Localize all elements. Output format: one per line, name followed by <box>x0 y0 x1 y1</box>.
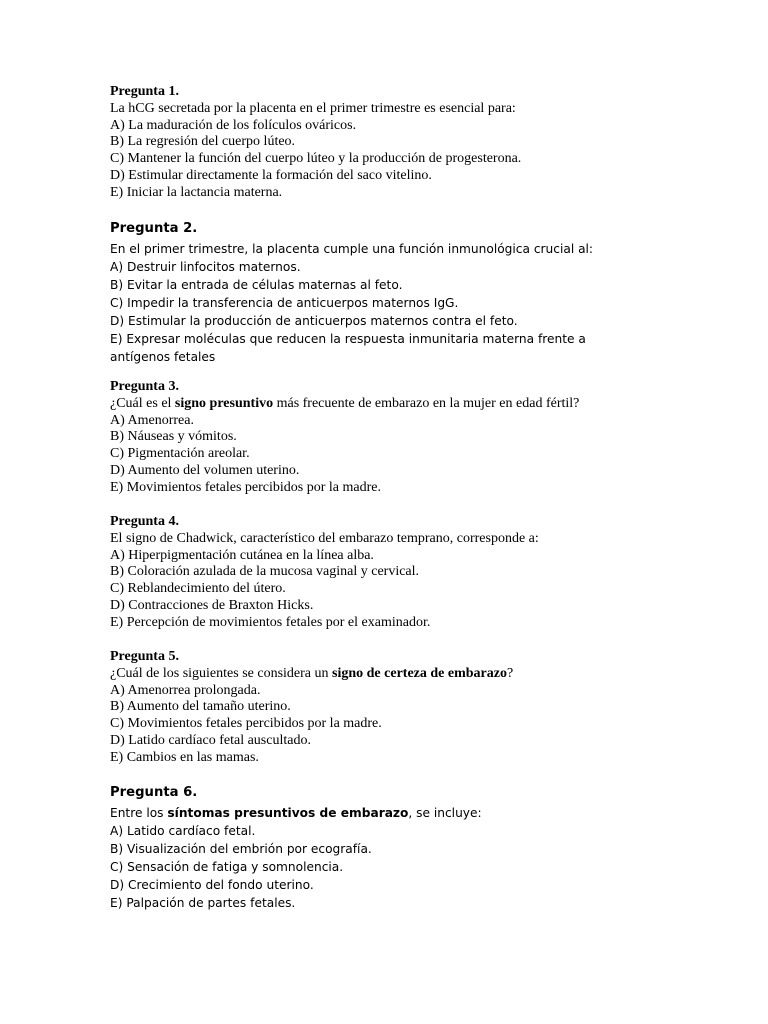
option-b: B) Aumento del tamaño uterino. <box>110 699 291 715</box>
option-e: E) Palpación de partes fetales. <box>110 896 296 910</box>
question-stem: En el primer trimestre, la placenta cumple una función inmunológica crucial al: <box>110 242 594 256</box>
stem-bold: signo presuntivo <box>174 395 274 411</box>
option-d: D) Estimular directamente la formación del saco vitelino. <box>110 167 432 183</box>
option-c: C) Mantener la función del cuerpo lúteo y la producción de progesterona. <box>110 151 522 167</box>
question-title: Pregunta 6. <box>110 785 198 800</box>
option-a: A) Amenorrea prolongada. <box>110 682 261 698</box>
question-stem: El signo de Chadwick, característico del embarazo temprano, corresponde a: <box>110 530 539 546</box>
option-a: A) Amenorrea. <box>110 412 194 428</box>
stem-before: ¿Cuál es el <box>110 395 175 411</box>
question-2 <box>110 220 710 366</box>
question-title: Pregunta 4. <box>110 514 179 529</box>
stem-bold: síntomas presuntivos de embarazo <box>167 806 409 820</box>
stem-before: ¿Cuál de los siguientes se considera un <box>110 665 333 681</box>
option-b: B) Visualización del embrión por ecografía. <box>110 842 372 856</box>
option-c: C) Impedir la transferencia de anticuerpos maternos IgG. <box>110 296 459 310</box>
question-title: Pregunta 2. <box>110 221 198 236</box>
stem-after: , se incluye: <box>408 806 482 820</box>
option-c: C) Reblandecimiento del útero. <box>110 581 286 597</box>
option-a: A) Hiperpigmentación cutánea en la línea alba. <box>110 547 374 563</box>
option-d: D) Aumento del volumen uterino. <box>110 462 300 478</box>
option-b: B) Náuseas y vómitos. <box>110 429 237 445</box>
option-d: D) Crecimiento del fondo uterino. <box>110 878 314 892</box>
option-b: B) Coloración azulada de la mucosa vaginal y cervical. <box>110 564 420 580</box>
option-b: B) La regresión del cuerpo lúteo. <box>110 134 296 150</box>
question-title: Pregunta 3. <box>110 379 179 394</box>
option-e: E) Expresar moléculas que reducen la respuesta inmunitaria materna frente a antígenos fetales <box>110 332 586 364</box>
option-c: C) Pigmentación areolar. <box>110 446 250 462</box>
question-stem <box>110 396 710 413</box>
stem-bold: signo de certeza de embarazo <box>332 665 507 681</box>
option-e: E) Cambios en las mamas. <box>110 749 259 765</box>
option-a: A) Destruir linfocitos maternos. <box>110 260 301 274</box>
stem-after: más frecuente de embarazo en la mujer en edad fértil? <box>273 395 580 411</box>
option-e: E) Percepción de movimientos fetales por el examinador. <box>110 614 431 630</box>
question-4 <box>110 514 710 632</box>
question-5 <box>110 649 710 767</box>
stem-after: ? <box>506 665 514 681</box>
option-c: C) Sensación de fatiga y somnolencia. <box>110 860 344 874</box>
option-d: D) Estimular la producción de anticuerpos maternos contra el feto. <box>110 314 518 328</box>
option-a: A) Latido cardíaco fetal. <box>110 824 256 838</box>
option-d: D) Contracciones de Braxton Hicks. <box>110 597 314 613</box>
option-c: C) Movimientos fetales percibidos por la madre. <box>110 716 382 732</box>
stem-before: Entre los <box>110 806 168 820</box>
option-a: A) La maduración de los folículos ováricos. <box>110 117 357 133</box>
question-stem: La hCG secretada por la placenta en el primer trimestre es esencial para: <box>110 100 516 116</box>
question-3 <box>110 379 710 497</box>
question-stem <box>110 666 710 683</box>
option-e: E) Iniciar la lactancia materna. <box>110 184 283 200</box>
question-6 <box>110 784 710 912</box>
question-title: Pregunta 5. <box>110 649 179 664</box>
question-1 <box>110 84 710 202</box>
question-title: Pregunta 1. <box>110 84 179 99</box>
option-d: D) Latido cardíaco fetal auscultado. <box>110 732 311 748</box>
option-e: E) Movimientos fetales percibidos por la madre. <box>110 479 381 495</box>
question-stem <box>110 804 710 822</box>
option-b: B) Evitar la entrada de células maternas al feto. <box>110 278 403 292</box>
